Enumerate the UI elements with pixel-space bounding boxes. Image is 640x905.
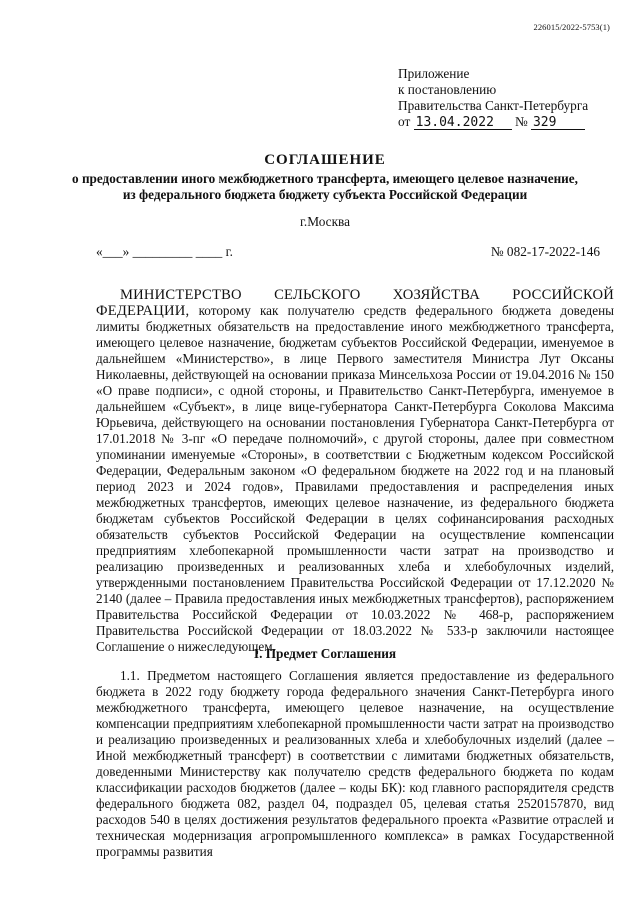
document-title: СОГЛАШЕНИЕ (264, 152, 386, 168)
preamble-body: которому как получателю средств федерального бюджета доведены лимиты бюджетных обязательств на предоставление иного межбюджетного трансферта, имеющего целевое назначение, бюджетам субъектов Российской Федерации, именуемое в дальнейшем «Министерство», в лице Первого заместителя Министра Лут Оксаны Николаевны, действующей на основании приказа Минсельхоза России от 19.04.2016 № 150 «О праве подписи», с одной стороны, и Правительство Санкт-Петербурга, именуемое в дальнейшем «Субъект», в лице вице-губернатора Санкт-Петербурга Соколова Максима Юрьевича, действующего на основании постановления Губернатора Санкт-Петербурга от 17.01.2018 № 3-пг «О передаче полномочий», с другой стороны, далее при совместном упоминании именуемые «Стороны», в соответствии с Бюджетным кодексом Российской Федерации, Федеральным законом «О федеральном бюджете на 2022 год и на плановый период 2023 и 2024 годов», Правилами предоставления и распределения иных межбюджетных трансфертов, имеющих целевое назначение, из федерального бюджета бюджетам субъектов Российской Федерации в целях софинансирования расходных обязательств субъектов Российской Федерации на осуществление компенсации предприятиям хлебопекарной промышленности части затрат на производство и реализацию произведенных и реализованных хлеба и хлебобулочных изделий, утвержденными постановлением Правительства Российской Федерации от 17.12.2020 № 2140 (далее – Правила предоставления иных межбюджетных трансфертов), распоряжением Правительства Российской Федерации от 10.03.2022 № 468-р, распоряжением Правительства Российской Федерации от 18.03.2022 № 533-р заключили настоящее Соглашение о нижеследующем. (96, 303, 614, 654)
section-1-title: I. Предмет Соглашения (253, 646, 397, 661)
annex-line-1: Приложение (398, 66, 470, 81)
preamble-paragraph (96, 287, 614, 655)
annex-block (398, 66, 618, 130)
document-code: 226015/2022-5753(1) (533, 22, 610, 32)
document-subtitle (40, 171, 610, 203)
agreement-date-placeholder: «___» _________ ____ г. (96, 244, 233, 259)
annex-date: 13.04.2022 (414, 116, 512, 130)
annex-line-2: к постановлению (398, 82, 497, 97)
annex-number: 329 (531, 116, 585, 130)
annex-num-label: № (514, 114, 528, 129)
agreement-number: № 082-17-2022-146 (490, 244, 600, 259)
preamble-lead: МИНИСТЕРСТВО СЕЛЬСКОГО ХОЗЯЙСТВА РОССИЙСКОЙ ФЕДЕРАЦИИ, (96, 287, 614, 319)
annex-date-line (398, 114, 618, 130)
subtitle-line-1: о предоставлении иного межбюджетного трансферта, имеющего целевое назначение, (72, 171, 578, 186)
city: г.Москва (299, 214, 351, 229)
subtitle-line-2: из федерального бюджета бюджету субъекта Российской Федерации (122, 187, 528, 202)
clause-1-1: 1.1. Предметом настоящего Соглашения является предоставление из федерального бюджета в 2022 году бюджету города федерального значения Санкт-Петербурга иного межбюджетного трансферта, имеющего целевое назначение, на осуществление компенсации предприятиям хлебопекарной промышленности части затрат на производство и реализацию произведенных и реализованных хлеба и хлебобулочных изделий (далее – Иной межбюджетный трансферт) в соответствии с лимитами бюджетных обязательств, доведенными Министерству как получателю средств федерального бюджета по кодам классификации расходов бюджетов (далее – коды БК): код главного распорядителя средств федерального бюджета 082, раздел 04, подраздел 05, целевая статья 2520157870, вид расходов 540 в целях достижения результатов федерального проекта «Развитие отраслей и техническая модернизация агропромышленного комплекса» в рамках Государственной программы развития (96, 668, 614, 859)
annex-from-label: от (398, 114, 411, 129)
annex-line-3: Правительства Санкт-Петербурга (398, 98, 589, 113)
